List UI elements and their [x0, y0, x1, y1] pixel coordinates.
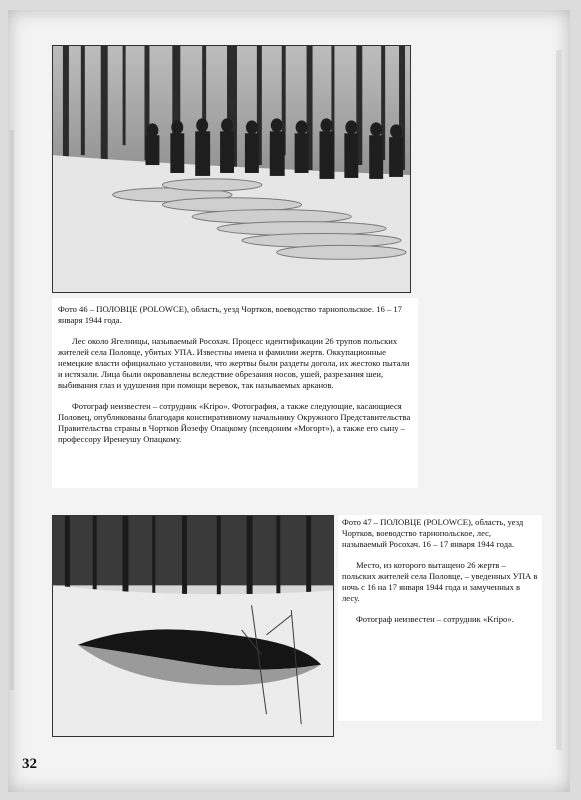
scan-edge-streak — [556, 50, 562, 750]
page-number: 32 — [22, 756, 37, 772]
photo-47-image — [52, 515, 334, 737]
photo-46-paragraph-1: Лес около Ягелницы, называемый Росохач. Процесс идентификации 26 трупов польских жителей села Половце, убитых УПА. Известны имена и фамилии жертв. Оккупационные немецкие власти официально установили, что жертвы были раздеты догола, их жестоко пытали и истязали. Лица были окровавлены вследствие обрезания носов, ушей, разрезания шеи, выбивания глаз и удушения при помощи веревок, так называемых арканов. — [58, 336, 410, 390]
photo-46-caption — [52, 298, 418, 488]
photo-47-paragraph-2: Фотограф неизвестен – сотрудник «Kripo». — [356, 614, 514, 624]
photo-46-image — [52, 45, 411, 293]
photo-46-paragraph-2: Фотограф неизвестен – сотрудник «Kripo». Фотография, а также следующие, касающиеся Половец, опубликованы благодаря конспиративному начальнику Окружного Представительства Правительства страны в Чортков Йозефу Опацкому (псевдоним «Могорт»), а также его сыну – профессору Иренеушу Опацкому. — [58, 401, 411, 444]
photo-47-caption-title: Фото 47 – ПОЛОВЦЕ (POLOWCE), область, уезд Чортков, воеводство тарнопольское, лес, называемый Росохач. 16 – 17 января 1944 года. — [342, 517, 524, 549]
scan-edge-streak — [10, 130, 14, 690]
photo-47-paragraph-1: Место, из которого вытащено 26 жертв – польских жителей села Половце, – уведенных УПА в ночь с 16 на 17 января 1944 года и замученных в лесу. — [342, 560, 538, 603]
photo-47-caption — [338, 515, 542, 721]
photo-46-caption-title: Фото 46 – ПОЛОВЦЕ (POLOWCE), область, уезд Чортков, воеводство тарнопольское. 16 – 17 января 1944 года. — [58, 304, 402, 325]
